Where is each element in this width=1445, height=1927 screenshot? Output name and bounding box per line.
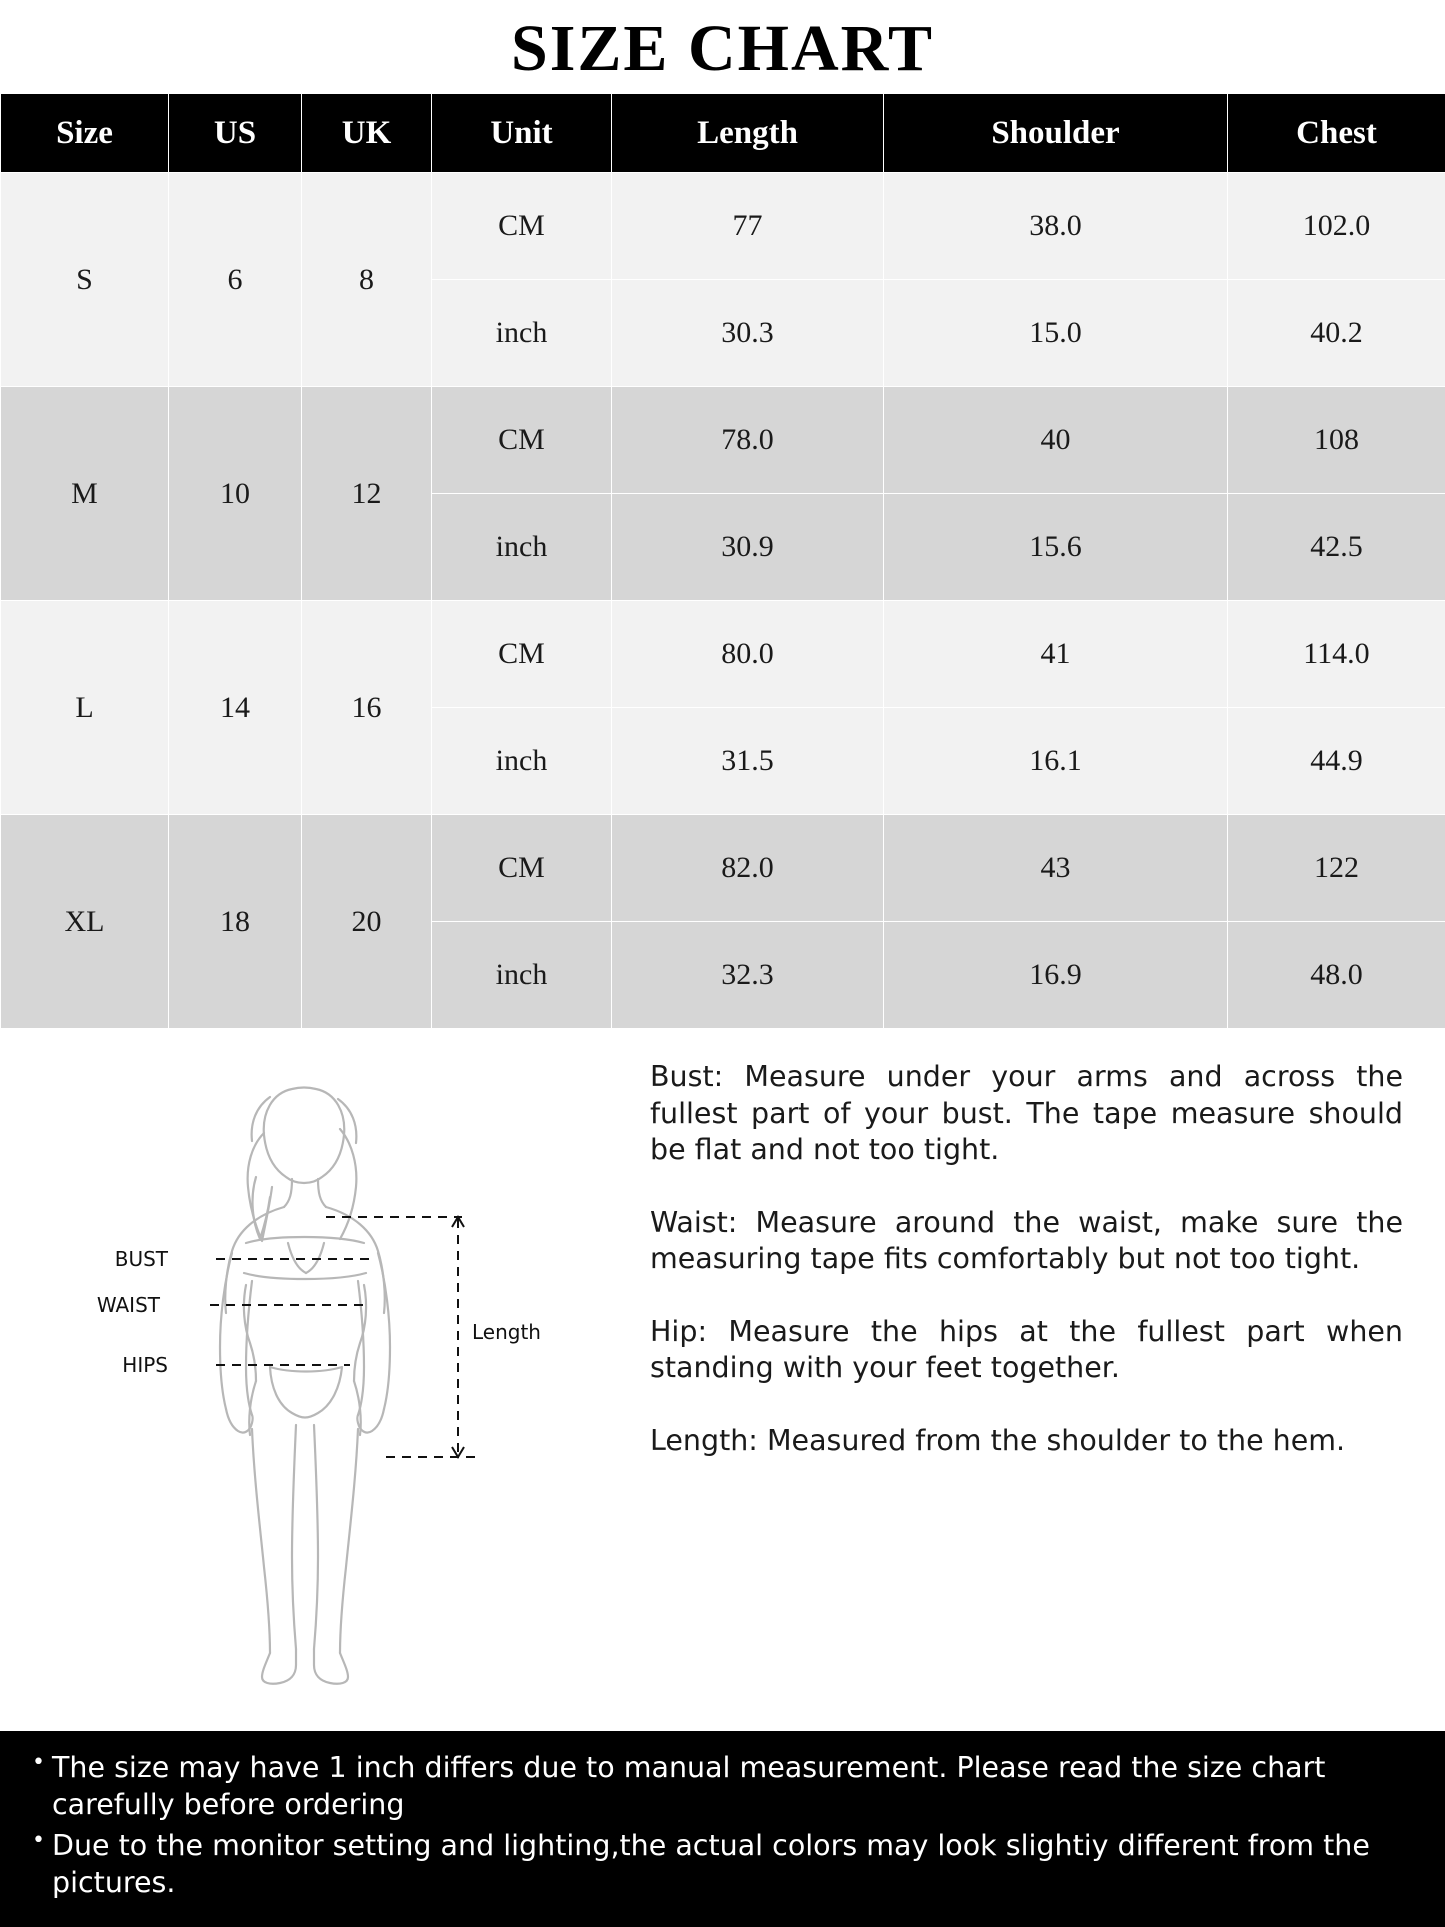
female-body-diagram-icon [40,1037,600,1687]
cell-shoulder: 38.0 [884,173,1228,280]
cell-shoulder: 15.6 [884,494,1228,601]
measurement-notes [640,1037,1445,1697]
note-length: Length: Measured from the shoulder to the hem. [650,1423,1346,1457]
cell-unit: CM [432,387,612,494]
cell-shoulder: 43 [884,815,1228,922]
cell-size: L [1,601,169,815]
size-chart-table [0,93,1445,1029]
note-bust: Bust: Measure under your arms and across the fullest part of your bust. The tape measure should be flat and not too tight. [650,1060,1403,1167]
table-row [1,387,1445,494]
cell-unit: inch [432,494,612,601]
measure-guide-section [0,1029,1445,1697]
cell-chest: 114.0 [1228,601,1445,708]
cell-us: 14 [169,601,302,815]
figure-label-waist: WAIST [96,1293,160,1318]
cell-length: 77 [612,173,884,280]
cell-length: 82.0 [612,815,884,922]
cell-unit: CM [432,173,612,280]
cell-unit: CM [432,815,612,922]
disclaimer-item-measurement: • The size may have 1 inch differs due to manual measurement. Please read the size chart carefully before ordering [26,1749,1419,1823]
figure-label-length: Length [472,1320,541,1345]
column-header-shoulder: Shoulder [884,94,1228,173]
cell-length: 32.3 [612,922,884,1029]
cell-unit: inch [432,708,612,815]
cell-uk: 8 [302,173,432,387]
column-header-chest: Chest [1228,94,1445,173]
cell-unit: CM [432,601,612,708]
cell-length: 80.0 [612,601,884,708]
cell-shoulder: 16.9 [884,922,1228,1029]
cell-shoulder: 41 [884,601,1228,708]
cell-length: 30.9 [612,494,884,601]
cell-chest: 102.0 [1228,173,1445,280]
cell-length: 30.3 [612,280,884,387]
cell-chest: 122 [1228,815,1445,922]
measurement-figure [0,1037,640,1697]
cell-shoulder: 16.1 [884,708,1228,815]
page-title: SIZE CHART [511,12,934,85]
column-header-size: Size [1,94,169,173]
note-waist: Waist: Measure around the waist, make sure the measuring tape fits comfortably but not too tight. [650,1205,1403,1276]
column-header-us: US [169,94,302,173]
cell-length: 78.0 [612,387,884,494]
cell-shoulder: 40 [884,387,1228,494]
cell-shoulder: 15.0 [884,280,1228,387]
cell-unit: inch [432,922,612,1029]
cell-chest: 108 [1228,387,1445,494]
cell-uk: 20 [302,815,432,1029]
table-row [1,601,1445,708]
cell-unit: inch [432,280,612,387]
column-header-uk: UK [302,94,432,173]
cell-us: 18 [169,815,302,1029]
table-row [1,815,1445,922]
table-header-row [1,94,1445,173]
cell-us: 10 [169,387,302,601]
cell-size: XL [1,815,169,1029]
cell-uk: 12 [302,387,432,601]
table-row [1,173,1445,280]
figure-label-bust: BUST [114,1247,168,1272]
cell-size: M [1,387,169,601]
cell-chest: 44.9 [1228,708,1445,815]
cell-length: 31.5 [612,708,884,815]
cell-uk: 16 [302,601,432,815]
cell-size: S [1,173,169,387]
disclaimer-item-color: • Due to the monitor setting and lighting,the actual colors may look slightiy different from the pictures. [26,1827,1419,1901]
figure-label-hips: HIPS [122,1353,168,1378]
cell-us: 6 [169,173,302,387]
cell-chest: 40.2 [1228,280,1445,387]
disclaimer-footer [0,1731,1445,1927]
cell-chest: 48.0 [1228,922,1445,1029]
column-header-unit: Unit [432,94,612,173]
cell-chest: 42.5 [1228,494,1445,601]
note-hip: Hip: Measure the hips at the fullest part when standing with your feet together. [650,1314,1403,1385]
column-header-length: Length [612,94,884,173]
